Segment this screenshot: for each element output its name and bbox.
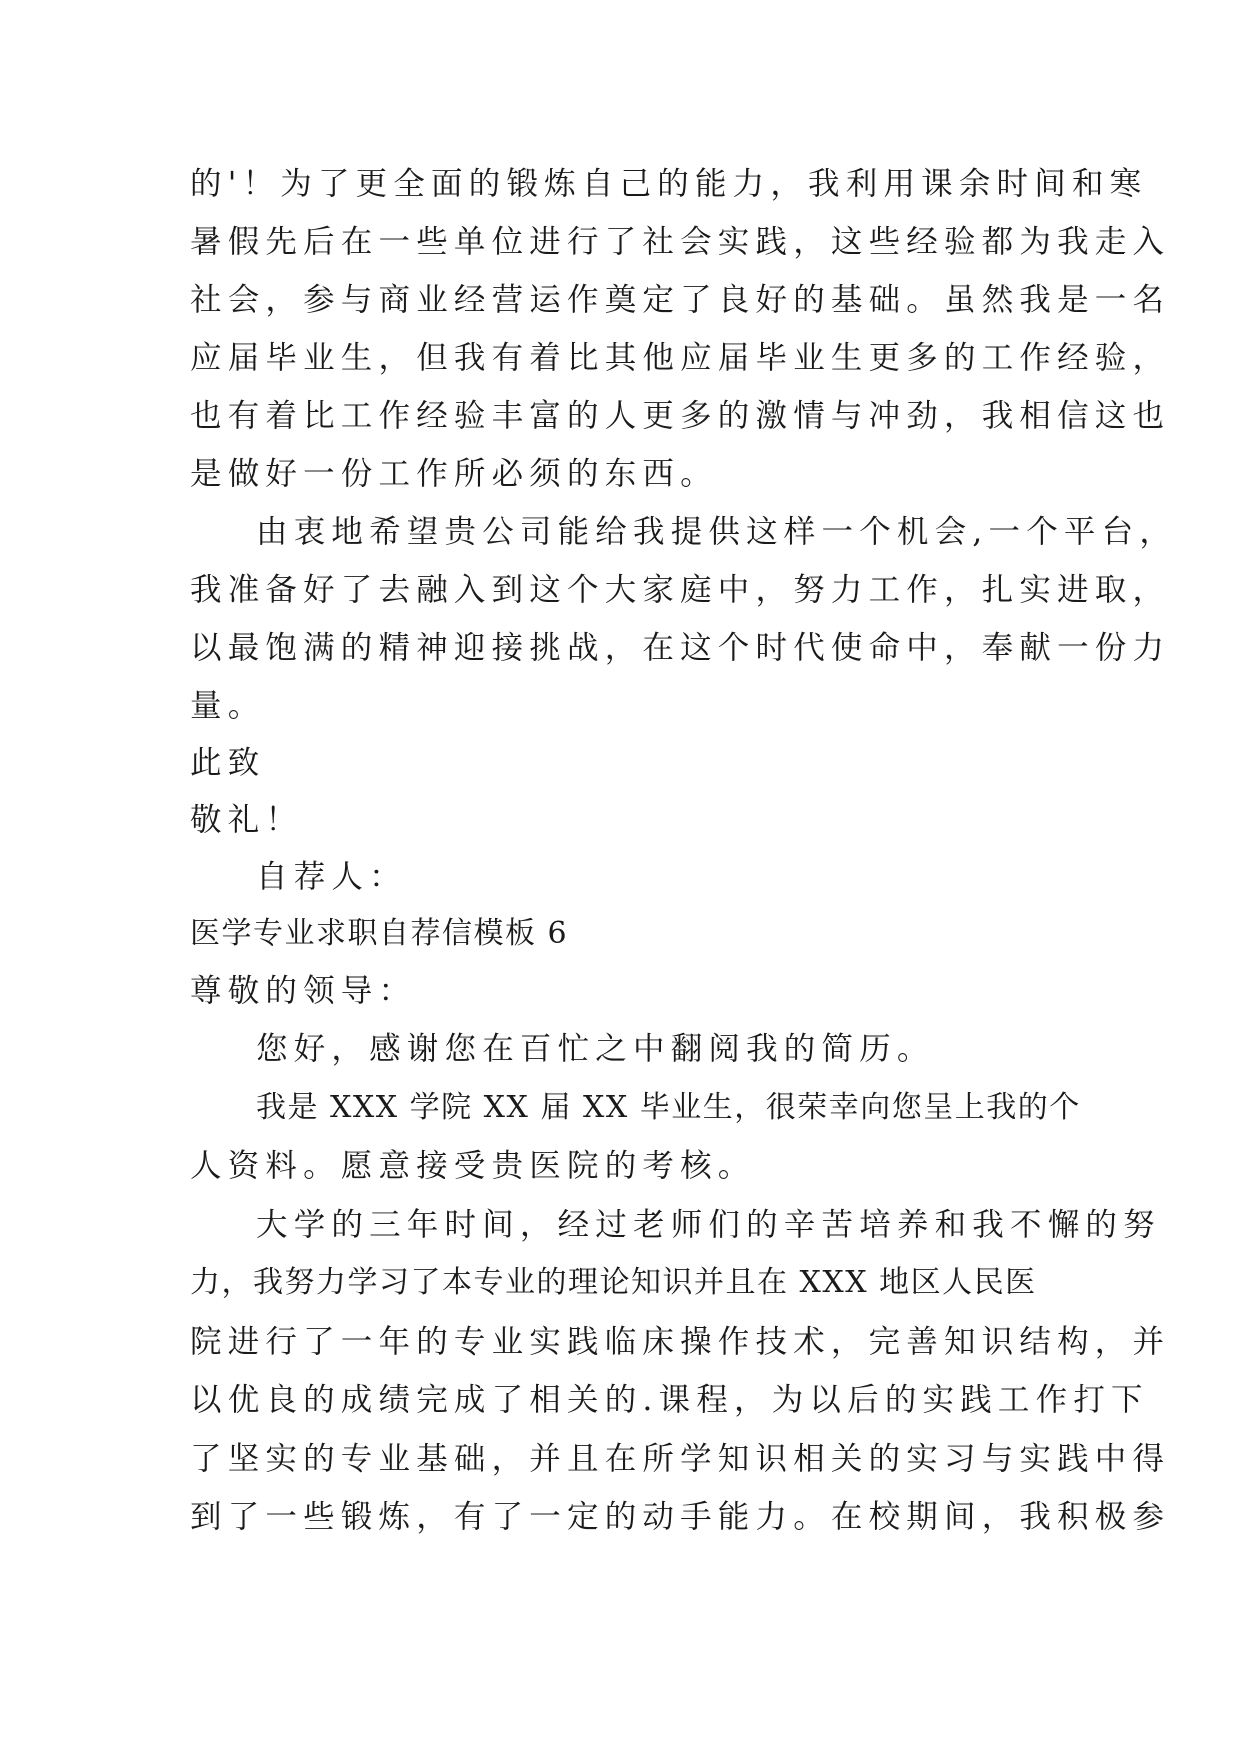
greeting: 尊敬的领导：	[190, 973, 417, 1009]
text-line: 是做好一份工作所必须的东西。	[190, 456, 718, 492]
text-line: 以最饱满的精神迎接挑战，在这个时代使命中，奉献一份力	[190, 630, 1171, 666]
text-line: 我准备好了去融入到这个大家庭中，努力工作，扎实进取，	[190, 572, 1171, 608]
text-line: 大学的三年时间，经过老师们的辛苦培养和我不懈的努	[256, 1207, 1161, 1243]
text-line: 也有着比工作经验丰富的人更多的激情与冲劲，我相信这也	[190, 398, 1171, 434]
text-line: 您好，感谢您在百忙之中翻阅我的简历。	[256, 1031, 935, 1067]
text-line: 的'！为了更全面的锻炼自己的能力，我利用课余时间和寒	[190, 166, 1148, 202]
section-title: 医学专业求职自荐信模板 6	[190, 916, 569, 951]
closing-salutation: 此致	[190, 745, 266, 781]
text-line: 力，我努力学习了本专业的理论知识并且在 XXX 地区人民医	[190, 1265, 1037, 1300]
text-line: 了坚实的专业基础，并且在所学知识相关的实习与实践中得	[190, 1441, 1171, 1477]
closing-regards: 敬礼！	[190, 802, 304, 838]
text-line: 我是 XXX 学院 XX 届 XX 毕业生，很荣幸向您呈上我的个	[256, 1090, 1081, 1125]
text-line: 量。	[190, 688, 266, 724]
text-line: 暑假先后在一些单位进行了社会实践，这些经验都为我走入	[190, 224, 1171, 260]
text-line: 人资料。愿意接受贵医院的考核。	[190, 1148, 756, 1184]
text-line: 到了一些锻炼，有了一定的动手能力。在校期间，我积极参	[190, 1499, 1171, 1535]
text-line: 以优良的成绩完成了相关的.课程，为以后的实践工作打下	[190, 1382, 1149, 1418]
text-line: 由衷地希望贵公司能给我提供这样一个机会,一个平台，	[256, 514, 1178, 550]
text-line: 社会，参与商业经营运作奠定了良好的基础。虽然我是一名	[190, 282, 1171, 318]
text-line: 院进行了一年的专业实践临床操作技术，完善知识结构，并	[190, 1324, 1171, 1360]
signature-label: 自荐人：	[256, 859, 407, 895]
text-line: 应届毕业生，但我有着比其他应届毕业生更多的工作经验，	[190, 340, 1171, 376]
